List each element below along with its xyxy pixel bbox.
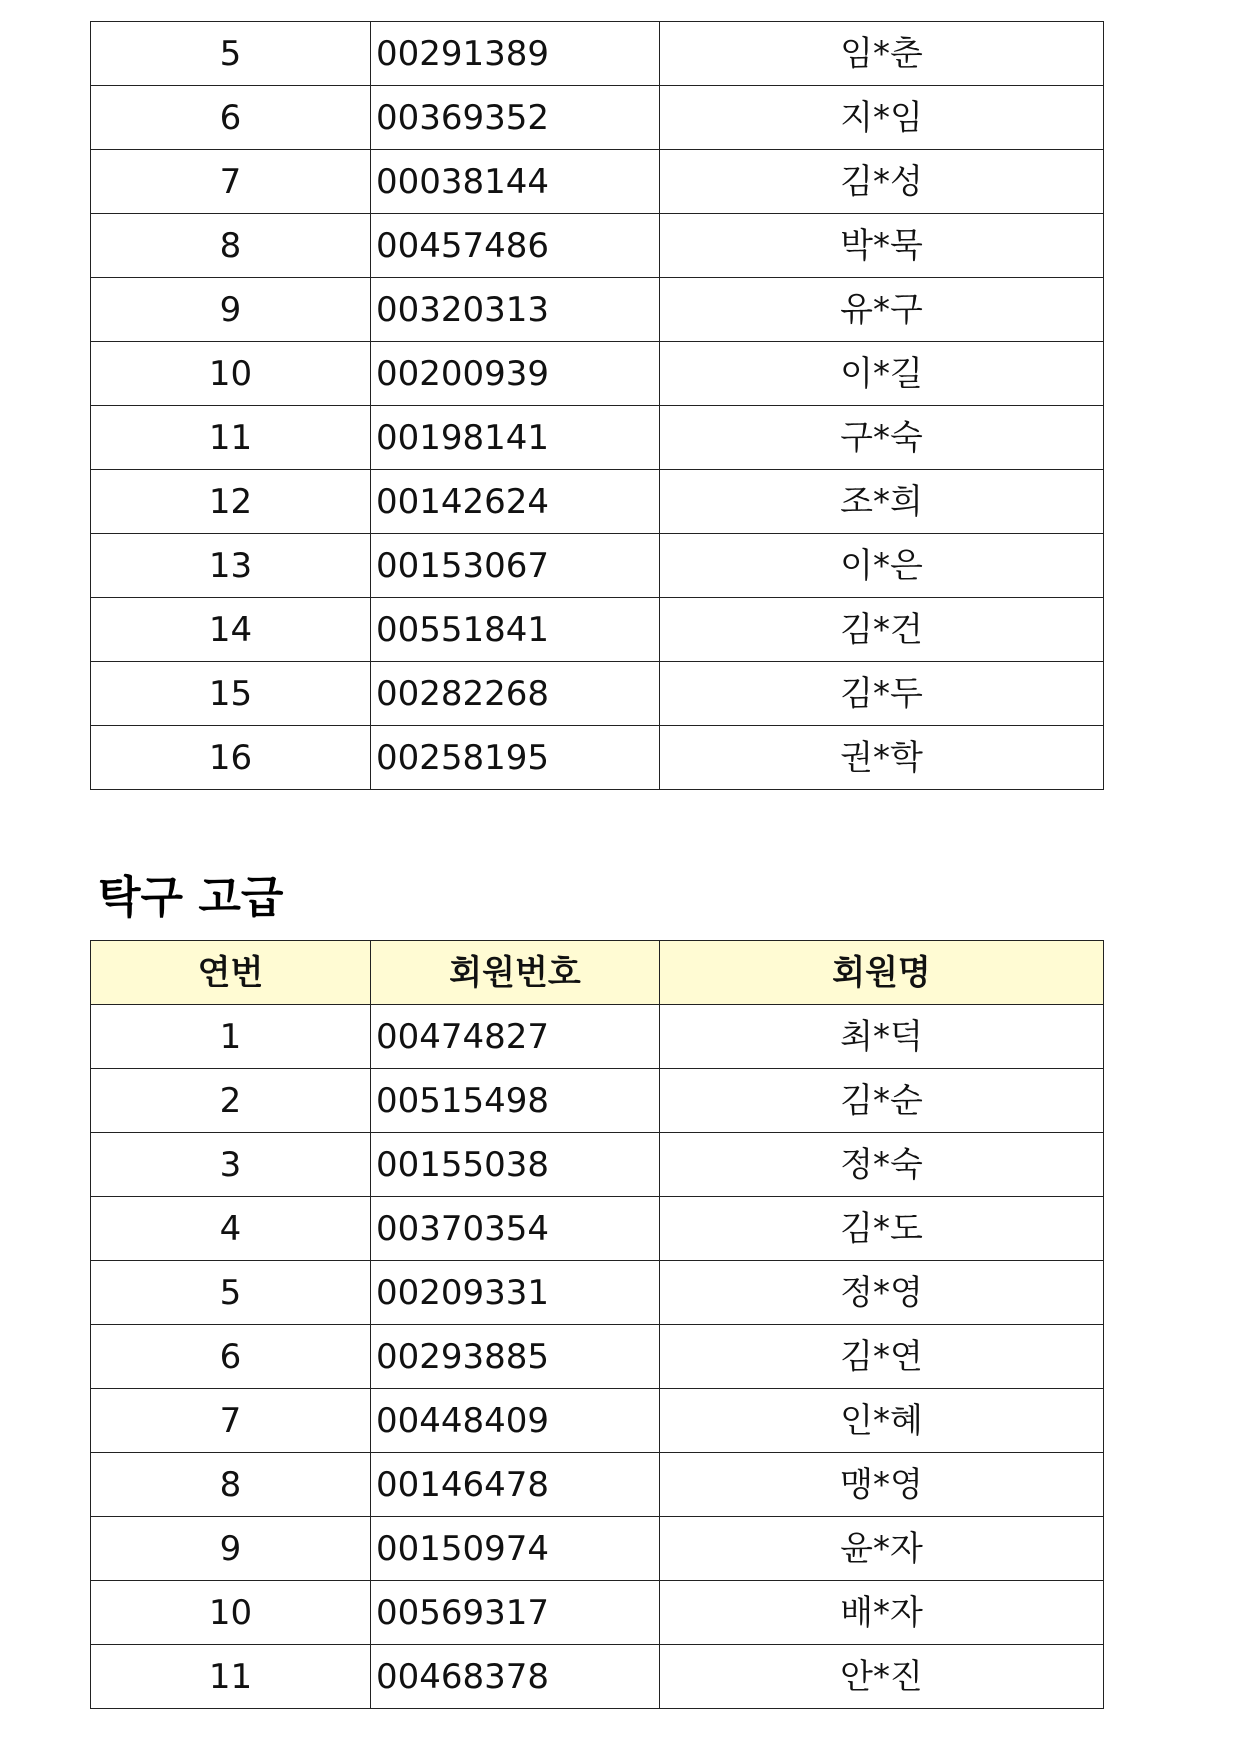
table-row <box>91 470 1104 534</box>
row-number: 7 <box>91 1389 371 1453</box>
table-row <box>91 278 1104 342</box>
row-number: 5 <box>91 22 371 86</box>
member-id: 00038144 <box>371 150 660 214</box>
member-name: 구*숙 <box>660 406 1104 470</box>
member-table-advanced <box>90 940 1104 1709</box>
row-number: 8 <box>91 1453 371 1517</box>
row-number: 3 <box>91 1133 371 1197</box>
table-row <box>91 342 1104 406</box>
header-number: 연번 <box>91 941 371 1005</box>
member-id: 00153067 <box>371 534 660 598</box>
member-name: 권*학 <box>660 726 1104 790</box>
member-id: 00474827 <box>371 1005 660 1069</box>
row-number: 8 <box>91 214 371 278</box>
table-row <box>91 1197 1104 1261</box>
table-row <box>91 1453 1104 1517</box>
member-id: 00569317 <box>371 1581 660 1645</box>
member-id: 00150974 <box>371 1517 660 1581</box>
table-row <box>91 406 1104 470</box>
member-id: 00457486 <box>371 214 660 278</box>
member-id: 00291389 <box>371 22 660 86</box>
member-id: 00320313 <box>371 278 660 342</box>
table-row <box>91 1389 1104 1453</box>
header-member-id: 회원번호 <box>371 941 660 1005</box>
member-id: 00293885 <box>371 1325 660 1389</box>
member-name: 김*순 <box>660 1069 1104 1133</box>
member-id: 00468378 <box>371 1645 660 1709</box>
row-number: 7 <box>91 150 371 214</box>
table-row <box>91 1005 1104 1069</box>
member-id: 00282268 <box>371 662 660 726</box>
member-name: 정*영 <box>660 1261 1104 1325</box>
row-number: 6 <box>91 86 371 150</box>
row-number: 11 <box>91 406 371 470</box>
table-row <box>91 726 1104 790</box>
table-row <box>91 1325 1104 1389</box>
member-id: 00370354 <box>371 1197 660 1261</box>
row-number: 10 <box>91 1581 371 1645</box>
table-row <box>91 22 1104 86</box>
row-number: 15 <box>91 662 371 726</box>
member-name: 김*성 <box>660 150 1104 214</box>
member-id: 00551841 <box>371 598 660 662</box>
row-number: 5 <box>91 1261 371 1325</box>
member-name: 김*연 <box>660 1325 1104 1389</box>
member-id: 00515498 <box>371 1069 660 1133</box>
row-number: 1 <box>91 1005 371 1069</box>
member-name: 배*자 <box>660 1581 1104 1645</box>
row-number: 6 <box>91 1325 371 1389</box>
row-number: 13 <box>91 534 371 598</box>
member-id: 00155038 <box>371 1133 660 1197</box>
member-name: 윤*자 <box>660 1517 1104 1581</box>
table-row <box>91 1645 1104 1709</box>
row-number: 11 <box>91 1645 371 1709</box>
member-id: 00142624 <box>371 470 660 534</box>
table-row <box>91 86 1104 150</box>
table-row <box>91 1517 1104 1581</box>
member-name: 조*희 <box>660 470 1104 534</box>
member-id: 00448409 <box>371 1389 660 1453</box>
member-name: 임*춘 <box>660 22 1104 86</box>
member-name: 인*혜 <box>660 1389 1104 1453</box>
member-id: 00258195 <box>371 726 660 790</box>
member-name: 최*덕 <box>660 1005 1104 1069</box>
table-row <box>91 534 1104 598</box>
member-name: 이*길 <box>660 342 1104 406</box>
section-title: 탁구 고급 <box>98 872 284 923</box>
row-number: 12 <box>91 470 371 534</box>
row-number: 9 <box>91 278 371 342</box>
member-id: 00198141 <box>371 406 660 470</box>
member-name: 박*묵 <box>660 214 1104 278</box>
member-name: 안*진 <box>660 1645 1104 1709</box>
table-row <box>91 214 1104 278</box>
member-table-continued <box>90 21 1104 790</box>
row-number: 4 <box>91 1197 371 1261</box>
member-name: 김*도 <box>660 1197 1104 1261</box>
member-id: 00209331 <box>371 1261 660 1325</box>
member-name: 지*임 <box>660 86 1104 150</box>
row-number: 2 <box>91 1069 371 1133</box>
table-row <box>91 1261 1104 1325</box>
member-name: 이*은 <box>660 534 1104 598</box>
table-header <box>91 941 1104 1005</box>
member-name: 김*두 <box>660 662 1104 726</box>
table-row <box>91 662 1104 726</box>
table-row <box>91 1581 1104 1645</box>
member-name: 정*숙 <box>660 1133 1104 1197</box>
member-table-advanced-body <box>91 1005 1104 1709</box>
member-id: 00146478 <box>371 1453 660 1517</box>
table-row <box>91 598 1104 662</box>
header-row <box>91 941 1104 1005</box>
member-table-continued-body <box>91 22 1104 790</box>
member-name: 김*건 <box>660 598 1104 662</box>
member-id: 00200939 <box>371 342 660 406</box>
header-member-name: 회원명 <box>660 941 1104 1005</box>
table-row <box>91 150 1104 214</box>
row-number: 14 <box>91 598 371 662</box>
table-row <box>91 1069 1104 1133</box>
table-row <box>91 1133 1104 1197</box>
row-number: 9 <box>91 1517 371 1581</box>
member-name: 유*구 <box>660 278 1104 342</box>
row-number: 16 <box>91 726 371 790</box>
row-number: 10 <box>91 342 371 406</box>
member-name: 맹*영 <box>660 1453 1104 1517</box>
member-id: 00369352 <box>371 86 660 150</box>
